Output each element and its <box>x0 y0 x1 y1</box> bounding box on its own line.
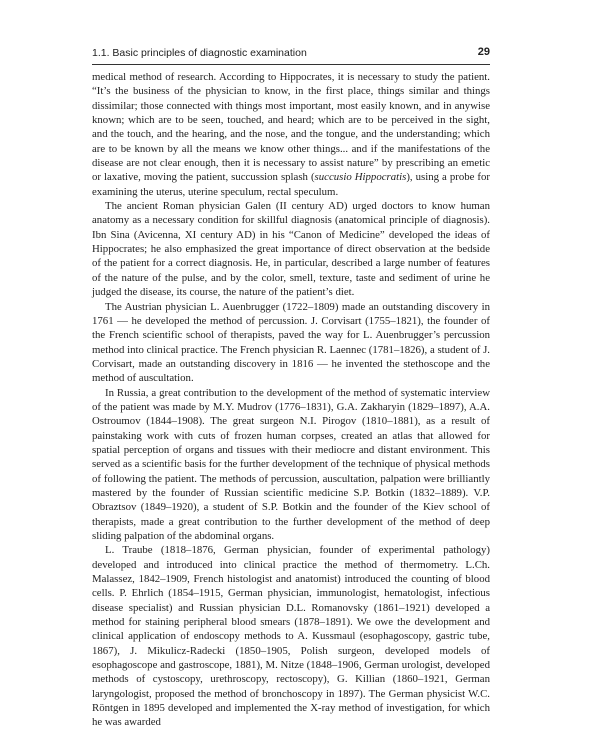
paragraph-auenbrugger: The Austrian physician L. Auenbrugger (1722–1809) made an outstanding discovery in 1761 — he developed the method of percussion. J. Corvisart (1755–1821), the founder of the French scientific school of therapists, paved the way for L. Auenbrugger’s percussion method into clinical practice. The French physician R. Laennec (1781–1826), a student of J. Corvisart, made an outstanding discovery in 1816 — he invented the stethoscope and the method of auscultation. <box>92 300 490 385</box>
paragraph-russia: In Russia, a great contribution to the development of the method of systematic interview of the patient was made by M.Y. Mudrov (1776–1831), G.A. Zakharyin (1829–1897), A.A. Ostroumov (1844–1908). The great surgeon N.I. Pirogov (1810–1881), as a result of painstaking work with cuts of frozen human corpses, created an atlas that allowed for spatial perception of organs and tissues with their mediocre and distant environment. This served as a scientific basis for the further development of the technique of physical methods of following the patient. The methods of percussion, auscultation, palpation were brilliantly mastered by the founder of Russian scientific medicine S.P. Botkin (1832–1889). V.P. Obraztsov (1849–1920), a student of S.P. Botkin and the founder of the Kiev school of therapists, made a great contribution to the further development of the method of deep sliding palpation of the abdominal organs. <box>92 386 490 542</box>
italic-term: succusio Hippocratis <box>314 171 407 184</box>
paragraph-traube: L. Traube (1818–1876, German physician, founder of experimental pathology) developed and introduced into clinical practice the method of thermometry. L.Ch. Malassez, 1842–1909, French histologist and anatomist) introduced the counting of blood cells. P. Ehrlich (1854–1915, German physician, immunologist, hematologist, infectious disease specialist) and Russian physician D.L. Romanovsky (1861–1921) developed a method for staining peripheral blood smears (1878–1891). We owe the development and clinical application of endoscopy methods to A. Kussmaul (esophagoscopy, gastric tube, 1867), J. Mikulicz-Radecki (1850–1905, Polish surgeon, developed models of esophagoscope and gastroscope, 1881), M. Nitze (1848–1906, German urologist, developed methods of cystoscopy, urethroscopy, rectoscopy), G. Killian (1860–1921, German laryngologist, proposed the method of bronchoscopy in 1897). The German physicist W.C. Röntgen in 1895 developed and implemented the X-ray method of investigation, for which he was awarded <box>92 544 490 729</box>
running-header <box>92 44 490 65</box>
body-text <box>92 70 490 730</box>
section-title: 1.1. Basic principles of diagnostic examination <box>92 47 307 59</box>
paragraph-galen: The ancient Roman physician Galen (II century AD) urged doctors to know human anatomy as a necessary condition for skillful diagnosis (anatomical principle of diagnosis). Ibn Sina (Avicenna, XI century AD) in his “Canon of Medicine” developed the ideas of Hippocrates; he also emphasized the great importance of direct observation at the bedside of the patient for a correct diagnosis. He, in particular, described a large number of features of the nature of the pulse, and by the color, smell, texture, taste and sediment of urine he judged the disease, its course, the nature of the patient’s diet. <box>92 200 490 299</box>
paragraph-hippocrates: medical method of research. According to Hippocrates, it is necessary to study the patient. “It’s the business of the physician to know, in the first place, things similar and things dissimilar; those connected with things most important, most easily known, and in anywise known; which are to be seen, touched, and heard; which are to be perceived in the sight, and the touch, and the hearing, and the nose, and the tongue, and the understanding; which are to be known by all the means we know other things... and if the manifestations of the disease are not clear enough, then it is necessary to assist nature” by prescribing an emetic or laxative, moving the patient, succussion splash (succusio Hippocratis), using a probe for examining the uterus, uterine speculum, rectal speculum. <box>92 71 491 198</box>
page-number: 29 <box>477 46 490 58</box>
